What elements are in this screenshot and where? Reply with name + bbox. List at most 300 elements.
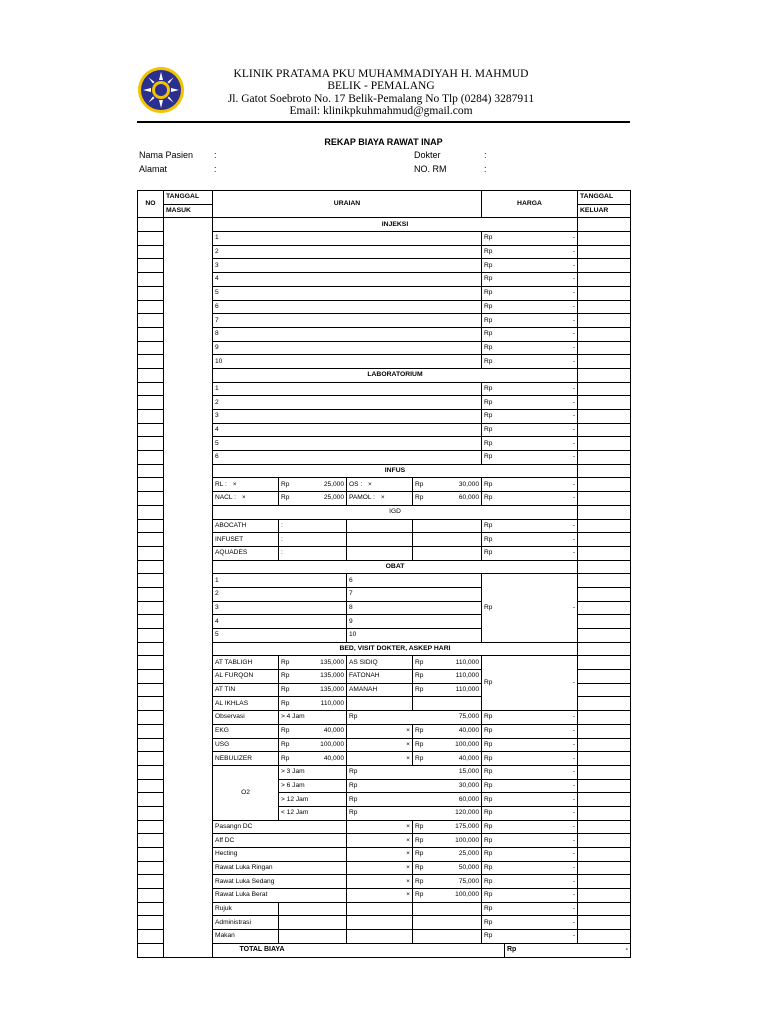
- harga-currency: Rp: [482, 848, 505, 862]
- currency: Rp: [281, 494, 290, 502]
- o2-price-value: 60,000: [458, 795, 479, 803]
- no-cell: [138, 765, 164, 779]
- harga-value: -: [505, 861, 578, 875]
- obat-item-left: 4: [213, 615, 347, 629]
- procedure-price: [413, 861, 482, 875]
- label-no-rm: NO. RM: [414, 164, 447, 174]
- header-uraian: URAIAN: [213, 191, 482, 218]
- tanggal-keluar-cell: [578, 656, 631, 670]
- harga-value: -: [505, 327, 578, 341]
- currency: Rp: [415, 754, 424, 762]
- lab-item: 5: [213, 437, 482, 451]
- tanggal-keluar-cell: [578, 930, 631, 944]
- harga-value: -: [505, 492, 578, 506]
- times-sign: ×: [347, 889, 413, 903]
- harga-value: -: [505, 341, 578, 355]
- injeksi-item: 10: [213, 355, 482, 369]
- no-cell: [138, 451, 164, 465]
- total-row: [138, 943, 631, 957]
- clinic-info: [201, 68, 561, 118]
- tanggal-keluar-cell: [578, 629, 631, 643]
- obat-item-left: 5: [213, 629, 347, 643]
- no-cell: [138, 724, 164, 738]
- no-cell: [138, 464, 164, 478]
- infus-item-b: [347, 478, 413, 492]
- igd-item: INFUSET: [213, 533, 279, 547]
- no-cell: [138, 382, 164, 396]
- harga-value: -: [505, 314, 578, 328]
- test-price-1: [279, 752, 347, 766]
- muhammadiyah-logo-icon: [137, 66, 185, 114]
- tanggal-keluar-cell: [578, 437, 631, 451]
- harga-currency: Rp: [482, 916, 505, 930]
- harga-currency: Rp: [482, 382, 505, 396]
- currency: Rp: [415, 672, 424, 680]
- harga-value: -: [505, 902, 578, 916]
- tanggal-keluar-cell: [578, 793, 631, 807]
- tanggal-keluar-cell: [578, 820, 631, 834]
- procedure-price: [413, 889, 482, 903]
- harga-currency: Rp: [482, 273, 505, 287]
- procedure-price-value: 175,000: [455, 822, 479, 830]
- harga-currency: Rp: [482, 834, 505, 848]
- tanggal-keluar-cell: [578, 300, 631, 314]
- igd-blank: [413, 519, 482, 533]
- tanggal-masuk-column: [164, 218, 213, 957]
- tanggal-keluar-cell: [578, 519, 631, 533]
- test-label: NEBULIZER: [213, 752, 279, 766]
- no-cell: [138, 834, 164, 848]
- times-sign: ×: [347, 752, 413, 766]
- harga-currency: Rp: [482, 396, 505, 410]
- tanggal-keluar-cell: [578, 396, 631, 410]
- no-cell: [138, 738, 164, 752]
- observasi-price: [347, 711, 482, 725]
- infus-label-b: PAMOL :: [349, 494, 376, 502]
- harga-currency: Rp: [482, 327, 505, 341]
- test-price-2-value: 40,000: [458, 754, 479, 762]
- bed-price-a-value: 135,000: [320, 672, 344, 680]
- no-cell: [138, 245, 164, 259]
- harga-value: -: [505, 724, 578, 738]
- currency: Rp: [281, 480, 290, 488]
- injeksi-item: 9: [213, 341, 482, 355]
- no-cell: [138, 683, 164, 697]
- obat-currency: Rp: [482, 574, 505, 642]
- tanggal-keluar-cell: [578, 615, 631, 629]
- injeksi-item: 2: [213, 245, 482, 259]
- currency: Rp: [349, 713, 358, 721]
- igd-item: ABOCATH: [213, 519, 279, 533]
- harga-value: -: [505, 519, 578, 533]
- harga-value: -: [505, 889, 578, 903]
- times-sign: ×: [368, 480, 372, 488]
- injeksi-item: 3: [213, 259, 482, 273]
- tanggal-keluar-cell: [578, 478, 631, 492]
- section-laboratorium: LABORATORIUM: [213, 368, 578, 382]
- tanggal-keluar-cell: [578, 327, 631, 341]
- currency: Rp: [349, 795, 358, 803]
- misc-label: Administrasi: [213, 916, 279, 930]
- times-sign: ×: [347, 875, 413, 889]
- injeksi-item: 8: [213, 327, 482, 341]
- bed-room-b: AMANAH: [347, 683, 413, 697]
- harga-currency: Rp: [482, 820, 505, 834]
- o2-price-value: 30,000: [458, 781, 479, 789]
- harga-value: -: [505, 820, 578, 834]
- no-cell: [138, 519, 164, 533]
- currency: Rp: [349, 768, 358, 776]
- o2-detail: < 12 Jam: [279, 806, 347, 820]
- no-cell: [138, 930, 164, 944]
- observasi-price-value: 75,000: [458, 713, 479, 721]
- bed-price-b: [413, 670, 482, 684]
- o2-price-value: 15,000: [458, 768, 479, 776]
- infus-item-b: [347, 492, 413, 506]
- injeksi-item: 5: [213, 286, 482, 300]
- harga-currency: Rp: [482, 245, 505, 259]
- no-cell: [138, 286, 164, 300]
- observasi-label: Observasi: [213, 711, 279, 725]
- section-injeksi: INJEKSI: [213, 218, 578, 232]
- igd-colon: :: [279, 519, 347, 533]
- harga-currency: Rp: [482, 930, 505, 944]
- infus-price-a: [279, 478, 347, 492]
- tanggal-keluar-cell: [578, 410, 631, 424]
- harga-currency: Rp: [482, 478, 505, 492]
- obat-item-left: 3: [213, 601, 347, 615]
- header-row: [138, 191, 631, 205]
- harga-value: -: [505, 355, 578, 369]
- header-tanggal-masuk: TANGGAL: [164, 191, 213, 205]
- infus-price-b: [413, 492, 482, 506]
- letterhead: [137, 66, 630, 122]
- tanggal-keluar-cell: [578, 505, 631, 519]
- o2-price: [347, 765, 482, 779]
- igd-blank: [413, 546, 482, 560]
- currency: Rp: [415, 740, 424, 748]
- total-currency: Rp: [505, 943, 578, 957]
- tanggal-keluar-cell: [578, 683, 631, 697]
- tanggal-keluar-cell: [578, 286, 631, 300]
- header-tanggal-keluar: TANGGAL: [578, 191, 631, 205]
- bed-price-a: [279, 683, 347, 697]
- tanggal-keluar-cell: [578, 368, 631, 382]
- test-price-2: [413, 752, 482, 766]
- times-sign: ×: [347, 724, 413, 738]
- obat-item-left: 1: [213, 574, 347, 588]
- no-cell: [138, 806, 164, 820]
- igd-item: AQUADES: [213, 546, 279, 560]
- times-sign: ×: [347, 738, 413, 752]
- bed-price-b-value: 110,000: [455, 658, 479, 666]
- harga-currency: Rp: [482, 889, 505, 903]
- no-cell: [138, 861, 164, 875]
- times-sign: ×: [380, 494, 385, 502]
- bed-room-a: AT TIN: [213, 683, 279, 697]
- test-label: EKG: [213, 724, 279, 738]
- no-cell: [138, 793, 164, 807]
- tanggal-keluar-cell: [578, 546, 631, 560]
- bed-price-a-value: 135,000: [320, 686, 344, 694]
- harga-value: -: [505, 875, 578, 889]
- total-label: TOTAL BIAYA: [138, 943, 505, 957]
- bed-price-b: [413, 697, 482, 711]
- harga-currency: Rp: [482, 451, 505, 465]
- no-cell: [138, 423, 164, 437]
- tanggal-keluar-cell: [578, 423, 631, 437]
- misc-label: Makan: [213, 930, 279, 944]
- bed-currency: Rp: [482, 656, 505, 711]
- tanggal-keluar-cell: [578, 245, 631, 259]
- test-label: USG: [213, 738, 279, 752]
- tanggal-keluar-cell: [578, 902, 631, 916]
- o2-price: [347, 806, 482, 820]
- test-price-1-value: 40,000: [323, 754, 344, 762]
- harga-currency: Rp: [482, 533, 505, 547]
- no-cell: [138, 218, 164, 232]
- igd-blank: [347, 519, 413, 533]
- currency: Rp: [281, 699, 290, 707]
- harga-currency: Rp: [482, 355, 505, 369]
- igd-blank: [413, 533, 482, 547]
- bed-price-b: [413, 683, 482, 697]
- no-cell: [138, 327, 164, 341]
- o2-detail: > 12 Jam: [279, 793, 347, 807]
- procedure-price-value: 25,000: [458, 850, 479, 858]
- bed-room-a: AL FURQON: [213, 670, 279, 684]
- no-cell: [138, 642, 164, 656]
- bed-room-a: AL IKHLAS: [213, 697, 279, 711]
- harga-currency: Rp: [482, 902, 505, 916]
- obat-value: -: [505, 574, 578, 642]
- section-obat: OBAT: [213, 560, 578, 574]
- times-sign: ×: [347, 834, 413, 848]
- procedure-label: Pasangn DC: [213, 820, 347, 834]
- tanggal-keluar-cell: [578, 259, 631, 273]
- tanggal-keluar-cell: [578, 848, 631, 862]
- no-cell: [138, 314, 164, 328]
- lab-item: 2: [213, 396, 482, 410]
- clinic-email: Email: klinikpkuhmahmud@gmail.com: [289, 105, 473, 118]
- o2-label: O2: [213, 765, 279, 820]
- colon: :: [484, 164, 487, 174]
- harga-value: -: [505, 930, 578, 944]
- currency: Rp: [415, 850, 424, 858]
- misc-blank: [413, 930, 482, 944]
- infus-label-a: NACL :: [215, 494, 237, 502]
- tanggal-keluar-cell: [578, 834, 631, 848]
- harga-currency: Rp: [482, 437, 505, 451]
- no-cell: [138, 355, 164, 369]
- o2-price: [347, 793, 482, 807]
- harga-currency: Rp: [482, 546, 505, 560]
- colon: :: [484, 150, 487, 160]
- harga-currency: Rp: [482, 793, 505, 807]
- harga-value: -: [505, 410, 578, 424]
- tanggal-keluar-cell: [578, 314, 631, 328]
- currency: Rp: [415, 480, 424, 488]
- infus-price-b-value: 30,000: [458, 480, 479, 488]
- injeksi-item: 7: [213, 314, 482, 328]
- harga-value: -: [505, 546, 578, 560]
- bed-room-a: AT TABLIGH: [213, 656, 279, 670]
- label-alamat: Alamat: [139, 164, 168, 174]
- harga-value: -: [505, 752, 578, 766]
- no-cell: [138, 574, 164, 588]
- no-cell: [138, 752, 164, 766]
- harga-currency: Rp: [482, 519, 505, 533]
- tanggal-keluar-cell: [578, 601, 631, 615]
- currency: Rp: [281, 727, 290, 735]
- tanggal-keluar-cell: [578, 711, 631, 725]
- currency: Rp: [415, 877, 424, 885]
- clinic-name: KLINIK PRATAMA PKU MUHAMMADIYAH H. MAHMUD: [233, 68, 529, 80]
- obat-item-left: 2: [213, 587, 347, 601]
- currency: Rp: [281, 672, 290, 680]
- bed-price-a-value: 110,000: [320, 699, 344, 707]
- tanggal-keluar-cell: [578, 889, 631, 903]
- tanggal-keluar-cell: [578, 738, 631, 752]
- infus-price-a-value: 25,000: [323, 494, 344, 502]
- harga-value: -: [505, 765, 578, 779]
- currency: Rp: [415, 727, 424, 735]
- infus-price-b: [413, 478, 482, 492]
- test-price-2-value: 40,000: [458, 727, 479, 735]
- obat-item-right: 6: [347, 574, 482, 588]
- currency: Rp: [415, 836, 424, 844]
- no-cell: [138, 492, 164, 506]
- bed-price-a: [279, 670, 347, 684]
- igd-colon: :: [279, 533, 347, 547]
- infus-price-a: [279, 492, 347, 506]
- harga-value: -: [505, 533, 578, 547]
- tanggal-keluar-cell: [578, 916, 631, 930]
- procedure-price-value: 75,000: [458, 877, 479, 885]
- lab-item: 4: [213, 423, 482, 437]
- clinic-location: BELIK - PEMALANG: [327, 80, 435, 93]
- harga-value: -: [505, 437, 578, 451]
- harga-value: -: [505, 916, 578, 930]
- header-keluar: KELUAR: [578, 204, 631, 218]
- injeksi-item: 1: [213, 232, 482, 246]
- harga-currency: Rp: [482, 861, 505, 875]
- bed-value: -: [505, 656, 578, 711]
- procedure-price-value: 100,000: [455, 836, 479, 844]
- harga-currency: Rp: [482, 711, 505, 725]
- label-dokter: Dokter: [414, 150, 441, 160]
- harga-currency: Rp: [482, 765, 505, 779]
- harga-currency: Rp: [482, 314, 505, 328]
- currency: Rp: [415, 864, 424, 872]
- times-sign: ×: [347, 848, 413, 862]
- tanggal-keluar-cell: [578, 724, 631, 738]
- no-cell: [138, 601, 164, 615]
- infus-item-a: [213, 492, 279, 506]
- no-cell: [138, 259, 164, 273]
- no-cell: [138, 505, 164, 519]
- currency: Rp: [415, 822, 424, 830]
- no-cell: [138, 232, 164, 246]
- harga-currency: Rp: [482, 410, 505, 424]
- o2-detail: > 6 Jam: [279, 779, 347, 793]
- harga-value: -: [505, 300, 578, 314]
- currency: Rp: [281, 740, 290, 748]
- tanggal-keluar-cell: [578, 232, 631, 246]
- harga-value: -: [505, 286, 578, 300]
- no-cell: [138, 656, 164, 670]
- colon: :: [214, 164, 217, 174]
- procedure-price: [413, 820, 482, 834]
- no-cell: [138, 820, 164, 834]
- infus-label-b: OS :: [349, 480, 363, 488]
- table-body: [138, 191, 631, 958]
- procedure-label: Aff DC: [213, 834, 347, 848]
- misc-blank: [347, 902, 413, 916]
- test-price-1: [279, 738, 347, 752]
- misc-blank: [413, 916, 482, 930]
- harga-value: -: [505, 232, 578, 246]
- harga-currency: Rp: [482, 423, 505, 437]
- times-sign: ×: [241, 494, 246, 502]
- total-value: -: [578, 943, 631, 957]
- bed-room-b: FATONAH: [347, 670, 413, 684]
- harga-currency: Rp: [482, 875, 505, 889]
- procedure-label: Rawat Luka Sedang: [213, 875, 347, 889]
- obat-item-right: 10: [347, 629, 482, 643]
- tanggal-keluar-cell: [578, 273, 631, 287]
- lab-item: 3: [213, 410, 482, 424]
- tanggal-keluar-cell: [578, 218, 631, 232]
- harga-value: -: [505, 806, 578, 820]
- misc-blank: [279, 902, 347, 916]
- section-row: [138, 218, 631, 232]
- tanggal-keluar-cell: [578, 560, 631, 574]
- harga-value: -: [505, 245, 578, 259]
- no-cell: [138, 533, 164, 547]
- document-title: REKAP BIAYA RAWAT INAP: [324, 137, 443, 147]
- harga-currency: Rp: [482, 806, 505, 820]
- header-divider: [137, 121, 630, 123]
- no-cell: [138, 273, 164, 287]
- lab-item: 1: [213, 382, 482, 396]
- o2-price: [347, 779, 482, 793]
- igd-blank: [347, 546, 413, 560]
- no-cell: [138, 629, 164, 643]
- header-no: NO: [138, 191, 164, 218]
- harga-currency: Rp: [482, 724, 505, 738]
- tanggal-keluar-cell: [578, 779, 631, 793]
- no-cell: [138, 437, 164, 451]
- clinic-address: Jl. Gatot Soebroto No. 17 Belik-Pemalang No Tlp (0284) 3287911: [227, 92, 535, 105]
- harga-currency: Rp: [482, 492, 505, 506]
- tanggal-keluar-cell: [578, 464, 631, 478]
- harga-value: -: [505, 451, 578, 465]
- misc-blank: [347, 930, 413, 944]
- harga-value: -: [505, 382, 578, 396]
- harga-value: -: [505, 423, 578, 437]
- no-cell: [138, 889, 164, 903]
- tanggal-keluar-cell: [578, 806, 631, 820]
- bed-price-b: [413, 656, 482, 670]
- no-cell: [138, 875, 164, 889]
- harga-currency: Rp: [482, 738, 505, 752]
- no-cell: [138, 916, 164, 930]
- label-nama-pasien: Nama Pasien: [139, 150, 194, 160]
- times-sign: ×: [232, 480, 237, 488]
- test-price-2-value: 100,000: [455, 740, 479, 748]
- harga-currency: Rp: [482, 286, 505, 300]
